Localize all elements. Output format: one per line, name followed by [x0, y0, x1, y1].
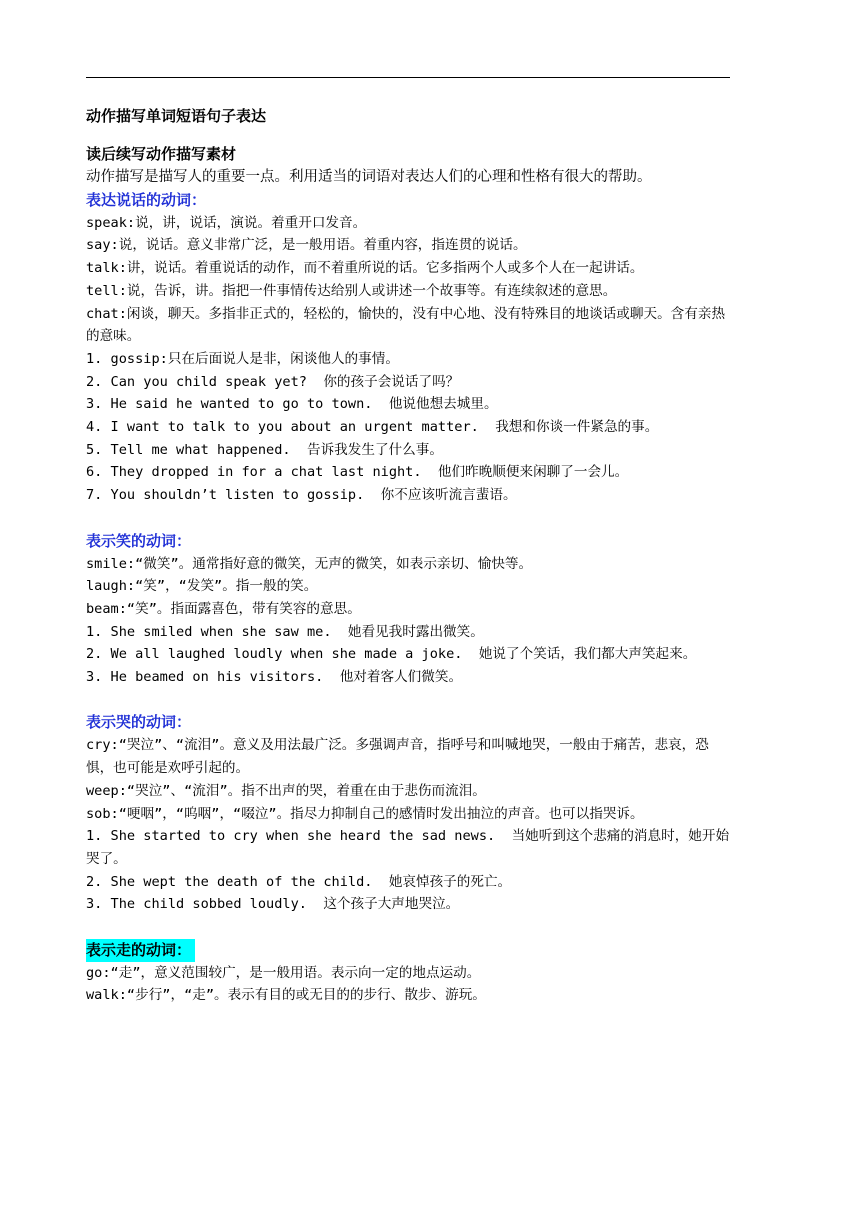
entry-line: go:“走”，意义范围较广，是一般用语。表示向一定的地点运动。: [86, 964, 481, 981]
section-heading: 表示笑的动词：: [86, 531, 192, 550]
entry-line: walk:“步行”，“走”。表示有目的或无目的的步行、散步、游玩。: [86, 987, 486, 1004]
example-line: 6. They dropped in for a chat last night. 他们昨晚顺便来闲聊了一会儿。: [86, 464, 629, 481]
section-speaking-verbs: [86, 189, 730, 507]
entry-line: chat:闲谈，聊天。多指非正式的，轻松的，愉快的，没有中心地、没有特殊目的地谈话或聊天。含有亲热的意味。: [86, 305, 726, 345]
section-heading: 表示哭的动词：: [86, 713, 192, 732]
example-line: 3. He beamed on his visitors. 他对着客人们微笑。: [86, 669, 463, 686]
section-laughing-verbs: [86, 530, 730, 689]
entry-line: talk:讲，说话。着重说话的动作，而不着重所说的话。它多指两个人或多个人在一起讲话。: [86, 260, 644, 277]
example-line: 2. She wept the death of the child. 她哀悼孩子的死亡。: [86, 873, 512, 890]
example-line: 7. You shouldn’t listen to gossip. 你不应该听流言蜚语。: [86, 487, 517, 504]
entry-line: speak:说，讲，说话，演说。着重开口发音。: [86, 214, 367, 231]
example-line: 2. Can you child speak yet? 你的孩子会说话了吗？: [86, 373, 460, 390]
entry-line: cry:“哭泣”、“流泪”。意义及用法最广泛。多强调声音，指呼号和叫喊地哭，一般由于痛苦，悲哀，恐惧，也可能是欢呼引起的。: [86, 737, 709, 777]
example-line: 1. gossip:只在后面说人是非，闲谈他人的事情。: [86, 350, 399, 367]
example-line: 5. Tell me what happened. 告诉我发生了什么事。: [86, 441, 443, 458]
section-heading: 表达说话的动词：: [86, 190, 207, 209]
entry-line: laugh:“笑”，“发笑”。指一般的笑。: [86, 578, 318, 595]
entry-line: weep:“哭泣”、“流泪”。指不出声的哭，着重在由于悲伤而流泪。: [86, 782, 486, 799]
entry-line: say:说，说话。意义非常广泛，是一般用语。着重内容，指连贯的说话。: [86, 237, 527, 254]
example-line: 3. The child sobbed loudly. 这个孩子大声地哭泣。: [86, 896, 460, 913]
blank-line: [86, 689, 730, 712]
example-line: 2. We all laughed loudly when she made a joke. 她说了个笑话，我们都大声笑起来。: [86, 646, 697, 663]
example-line: 1. She smiled when she saw me. 她看见我时露出微笑。: [86, 623, 484, 640]
document-title: 动作描写单词短语句子表达: [86, 107, 267, 125]
header-rule: [86, 77, 730, 78]
example-line: 1. She started to cry when she heard the sad news. 当她听到这个悲痛的消息时，她开始哭了。: [86, 828, 730, 867]
entry-line: beam:“笑”。指面露喜色，带有笑容的意思。: [86, 600, 361, 617]
example-line: 4. I want to talk to you about an urgent matter. 我想和你谈一件紧急的事。: [86, 419, 659, 436]
example-line: 3. He said he wanted to go to town. 他说他想去城里。: [86, 396, 498, 413]
intro-paragraph: 动作描写是描写人的重要一点。利用适当的词语对表达人们的心理和性格有很大的帮助。: [86, 169, 652, 185]
highlighted-section-heading: 表示走的动词：: [86, 939, 195, 962]
entry-line: tell:说，告诉，讲。指把一件事情传达给别人或讲述一个故事等。有连续叙述的意思。: [86, 282, 617, 299]
entry-line: smile:“微笑”。通常指好意的微笑，无声的微笑，如表示亲切、愉快等。: [86, 555, 533, 572]
section-crying-verbs: [86, 711, 730, 916]
blank-line: [86, 507, 730, 530]
blank-line: [86, 916, 730, 939]
section-walking-verbs: [86, 939, 730, 1007]
entry-line: sob:“哽咽”，“呜咽”，“啜泣”。指尽力抑制自己的感情时发出抽泣的声音。也可以指哭诉。: [86, 805, 644, 822]
document-body: [86, 104, 730, 1007]
document-subtitle: 读后续写动作描写素材: [86, 145, 237, 163]
